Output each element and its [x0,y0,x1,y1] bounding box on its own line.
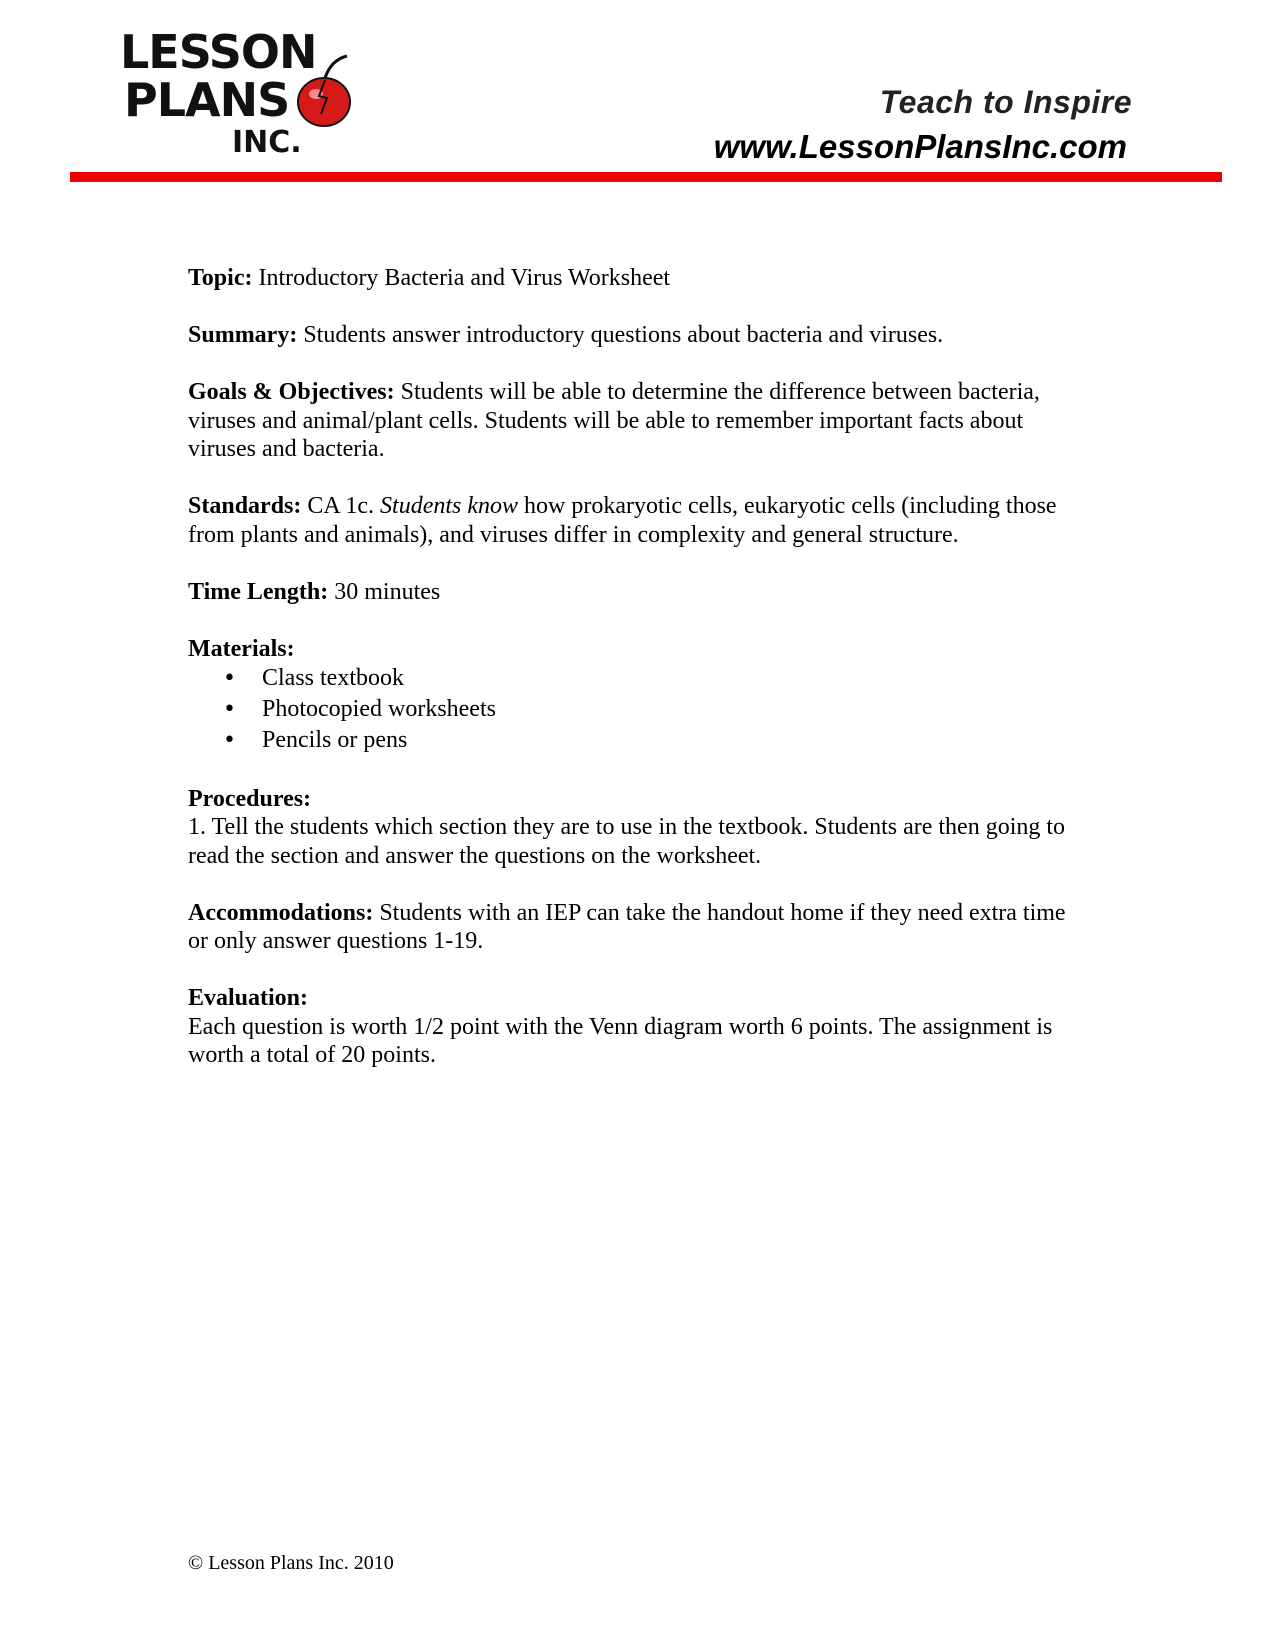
logo-word-plans: PLANS [124,73,290,127]
standards-section [188,492,1088,549]
procedures-text: 1. Tell the students which section they are to use in the textbook. Students are then going to read the section and answer the questions on the worksheet. [188,814,1066,869]
tagline: Teach to Inspire [879,84,1132,120]
apple-logo-icon [120,20,380,170]
goals-section [188,378,1088,464]
standards-label: Standards: [188,493,302,519]
standards-emphasis: Students know [380,493,519,519]
procedures-section [188,785,1088,871]
accommodations-section [188,899,1088,956]
list-item: • Photocopied worksheets [262,694,1088,725]
list-item: • Pencils or pens [262,725,1088,756]
time-length-text: 30 minutes [334,578,441,605]
header-divider [70,172,1222,182]
topic-text: Introductory Bacteria and Virus Worksheet [258,265,671,291]
materials-section [188,635,1088,757]
logo-word-inc: INC. [232,125,302,160]
goals-label: Goals & Objectives: [188,379,395,405]
list-item: • Class textbook [262,663,1088,694]
lesson-plans-logo [120,20,380,170]
time-length-section [188,578,1088,607]
website-url: www.LessonPlansInc.com [713,128,1127,165]
evaluation-section [188,984,1088,1070]
lesson-plan-body [188,264,1088,1098]
topic-section [188,264,1088,293]
copyright-footer: © Lesson Plans Inc. 2010 [188,1552,394,1574]
summary-section [188,321,1088,350]
materials-list [188,663,1088,756]
logo-word-lesson: LESSON [120,25,317,79]
accommodations-label: Accommodations: [188,899,374,926]
procedures-label: Procedures: [188,785,312,812]
accommodations-text: Students with an IEP can take the handout home if they need extra time or only answer questions 1-19. [188,899,1066,954]
standards-code: CA 1c. [307,493,375,519]
summary-label: Summary: [188,322,298,348]
summary-text: Students answer introductory questions about bacteria and viruses. [303,322,944,348]
evaluation-label: Evaluation: [188,985,309,1011]
evaluation-text: Each question is worth 1/2 point with the Venn diagram worth 6 points. The assignment is worth a total of 20 points. [188,1013,1053,1068]
time-length-label: Time Length: [188,578,329,605]
materials-label: Materials: [188,635,295,662]
topic-label: Topic: [188,265,253,291]
goals-text: Students will be able to determine the difference between bacteria, viruses and animal/plant cells. Students will be able to remember important facts about viruses and bacteria. [188,379,1040,462]
standards-text: how prokaryotic cells, eukaryotic cells (including those from plants and animals), and viruses differ in complexity and general structure. [188,493,1057,548]
